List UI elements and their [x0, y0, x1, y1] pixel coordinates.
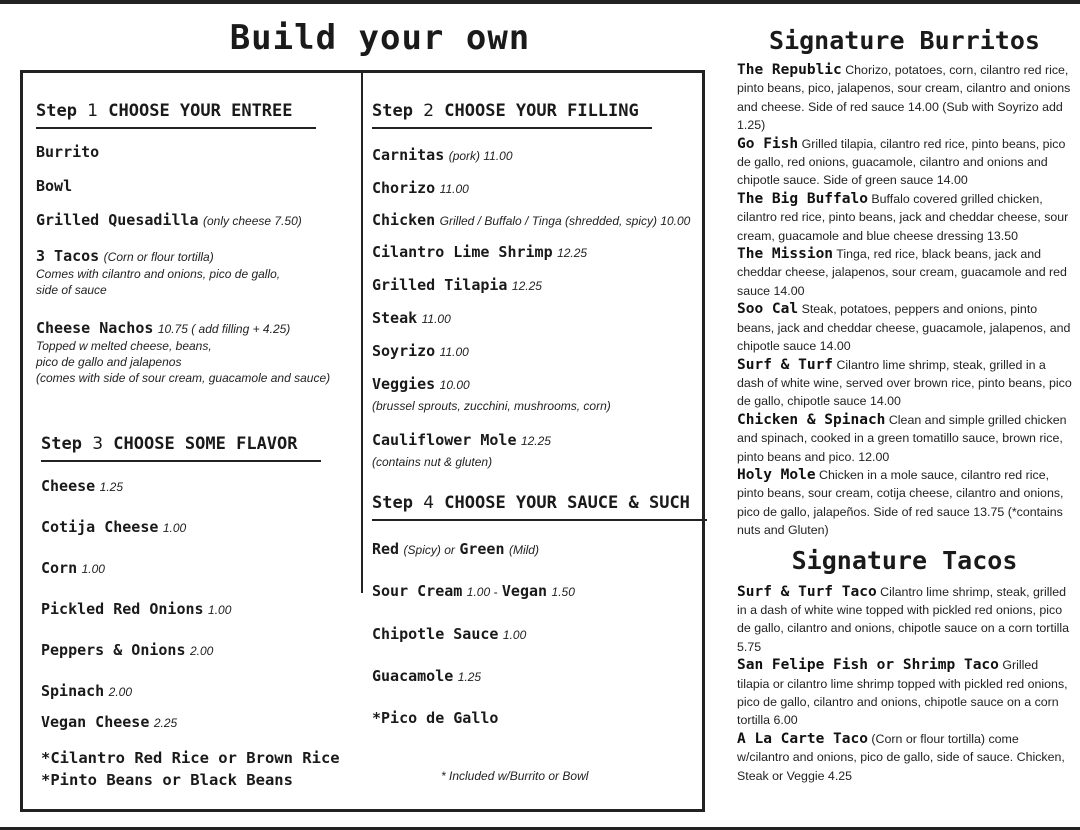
signature-burritos-title: Signature Burritos: [769, 26, 1040, 55]
burrito-go-fish: Go Fish Grilled tilapia, cilantro red rice, pinto beans, pico de gallo, red onions, guacamole, cilantro and onions and chipotle sauce. Side of green sauce 14.00: [737, 135, 1066, 188]
entree-burrito: Burrito: [36, 143, 100, 161]
signature-burritos-list: [737, 61, 1072, 540]
filling-steak: Steak 11.00: [372, 309, 451, 327]
taco-a-la-carte: A La Carte Taco (Corn or flour tortilla) come w/cilantro and onions, pico de gallo, side of sauce. Chicken, Steak or Veggie 4.25: [737, 730, 1065, 783]
filling-veggies: Veggies 10.00 (brussel sprouts, zucchini, mushrooms, corn): [372, 375, 611, 413]
sauce-sour-cream: Sour Cream 1.00 - Vegan 1.50: [372, 582, 575, 600]
build-your-own-box: [20, 70, 705, 812]
step3-header: [41, 434, 321, 462]
burrito-soo-cal: Soo Cal Steak, potatoes, peppers and onions, pinto beans, jack and cheddar cheese, guacamole, jalapenos, and chipotle sauce 14.00: [737, 301, 1071, 354]
filling-chorizo: Chorizo 11.00: [372, 179, 469, 197]
signature-tacos-title: Signature Tacos: [791, 545, 1018, 575]
burrito-chicken-spinach: Chicken & Spinach Clean and simple grilled chicken and spinach, cooked in a green tomatillo sauce, brown rice, pinto beans and pico. 12.00: [737, 411, 1067, 464]
filling-carnitas: Carnitas (pork) 11.00: [372, 146, 513, 164]
filling-cauliflower-mole: Cauliflower Mole 12.25 (contains nut & gluten): [372, 431, 551, 469]
sauce-chipotle: Chipotle Sauce 1.00: [372, 625, 527, 643]
step2-number: 2: [423, 101, 435, 121]
burrito-the-mission: The Mission Tinga, red rice, black beans, jack and cheddar cheese, jalapenos, sour cream, guacamole and red sauce 14.00: [737, 246, 1067, 298]
step1-label: Step: [36, 101, 77, 121]
taco-surf-turf: Surf & Turf Taco Cilantro lime shrimp, steak, grilled in a dash of white wine topped with pickled red onions, pico de gallo, cilantro and onions, chipotle sauce on a corn tortilla 5.75: [737, 583, 1070, 654]
step1-header: [36, 101, 316, 129]
flavor-corn: Corn 1.00: [41, 559, 105, 577]
filling-soyrizo: Soyrizo 11.00: [372, 342, 469, 360]
step2-rule: [372, 127, 652, 129]
step3-rule: [41, 460, 321, 462]
entree-quesadilla: Grilled Quesadilla (only cheese 7.50): [36, 211, 302, 229]
flavor-vegan-cheese: Vegan Cheese 2.25: [41, 713, 178, 731]
burrito-the-republic: The Republic Chorizo, potatoes, corn, cilantro red rice, pinto beans, pico, jalapenos, sour cream, cilantro and onions and cheese. Side of red sauce 14.00 (Sub with Soyrizo add 1.25): [737, 62, 1071, 133]
step1-rule: [36, 127, 316, 129]
step1-number: 1: [87, 101, 99, 121]
included-note: * Included w/Burrito or Bowl: [441, 769, 589, 783]
flavor-pickled-onions: Pickled Red Onions 1.00: [41, 600, 232, 618]
filling-tilapia: Grilled Tilapia 12.25: [372, 276, 542, 294]
flavor-cotija: Cotija Cheese 1.00: [41, 518, 187, 536]
entree-tacos: 3 Tacos (Corn or flour tortilla) Comes with cilantro and onions, pico de gallo, side of sauce: [36, 247, 281, 297]
sauce-red-green: Red (Spicy) or Green (Mild): [372, 540, 539, 558]
signature-column: [737, 26, 1072, 785]
step2-title: CHOOSE YOUR FILLING: [444, 101, 639, 121]
included-beans: *Pinto Beans or Black Beans: [41, 771, 293, 789]
step4-rule: [372, 519, 707, 521]
entree-nachos: Cheese Nachos 10.75 ( add filling + 4.25) Topped w melted cheese, beans, pico de gallo and jalapenos (comes with side of sour cream, guacamole and sauce): [36, 319, 331, 385]
signature-tacos-list: [737, 583, 1072, 785]
step2-header: [372, 101, 652, 129]
flavor-cheese: Cheese 1.25: [41, 477, 123, 495]
entree-bowl: Bowl: [36, 177, 73, 195]
burrito-holy-mole: Holy Mole Chicken in a mole sauce, cilantro red rice, pinto beans, sour cream, cotija cheese, cilantro and onions, pico de gallo, jalapeños. Side of red sauce 13.75 (*contains nuts and Gluten): [737, 466, 1064, 538]
page-title: Build your own: [229, 18, 531, 58]
flavor-spinach: Spinach 2.00: [41, 682, 133, 700]
burrito-big-buffalo: The Big Buffalo Buffalo covered grilled chicken, cilantro red rice, pinto beans, jack and cheddar cheese, sour cream, guacamole and blue cheese dressing 13.50: [737, 190, 1069, 243]
step3-title: CHOOSE SOME FLAVOR: [113, 434, 298, 454]
burrito-surf-turf: Surf & Turf Cilantro lime shrimp, steak, grilled in a dash of white wine, served over brown rice, pinto beans, pico de gallo, chipotle sauce 14.00: [737, 356, 1072, 409]
sauce-guacamole: Guacamole 1.25: [372, 667, 482, 685]
taco-san-felipe: San Felipe Fish or Shrimp Taco Grilled tilapia or cilantro lime shrimp topped with pickled red onions, pico de gallo, cilantro and onions, chipotle sauce on a corn tortilla 6.00: [737, 657, 1068, 728]
step4-header: [372, 493, 707, 521]
step4-label: Step: [372, 493, 413, 513]
included-rice: *Cilantro Red Rice or Brown Rice: [41, 749, 340, 767]
column-divider: [361, 73, 363, 593]
filling-chicken: Chicken Grilled / Buffalo / Tinga (shredded, spicy) 10.00: [372, 211, 691, 229]
top-border: [0, 0, 1080, 4]
step4-number: 4: [423, 493, 435, 513]
sauce-pico: *Pico de Gallo: [372, 709, 499, 727]
step4-title: CHOOSE YOUR SAUCE & SUCH: [444, 493, 690, 513]
step1-title: CHOOSE YOUR ENTREE: [108, 101, 293, 121]
step3-number: 3: [92, 434, 104, 454]
step2-label: Step: [372, 101, 413, 121]
step3-label: Step: [41, 434, 82, 454]
filling-shrimp: Cilantro Lime Shrimp 12.25: [372, 243, 588, 261]
flavor-peppers-onions: Peppers & Onions 2.00: [41, 641, 214, 659]
